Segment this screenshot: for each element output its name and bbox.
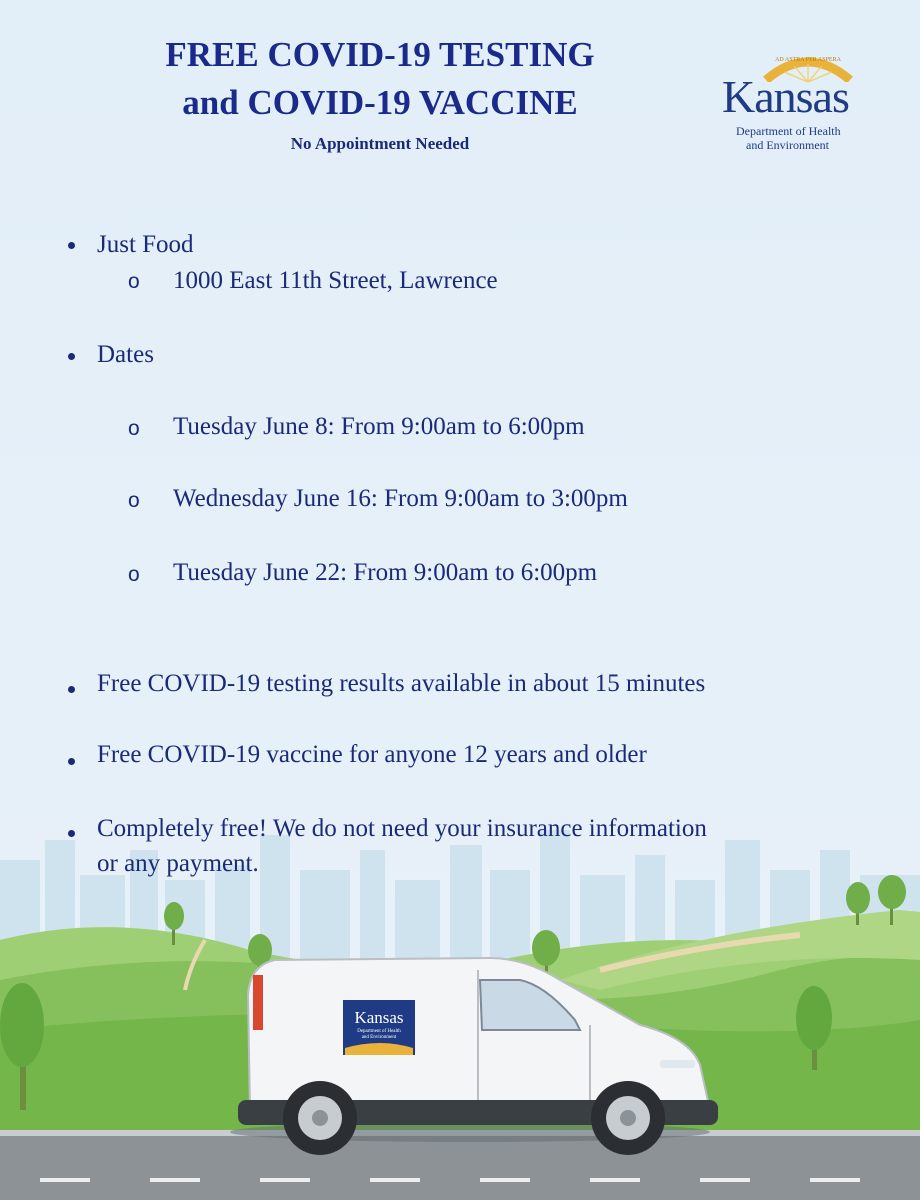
bullet-icon bbox=[68, 242, 75, 249]
location-label: Just Food bbox=[97, 231, 194, 258]
free-note-line-2: or any payment. bbox=[97, 850, 259, 877]
info-testing: Free COVID-19 testing results available in about 15 minutes bbox=[97, 670, 706, 697]
date-item: Wednesday June 16: From 9:00am to 3:00pm bbox=[173, 485, 628, 512]
kdhe-logo bbox=[718, 52, 863, 152]
logo-motto: AD ASTRA PER ASPERA bbox=[775, 57, 841, 63]
logo-name: Kansas bbox=[722, 71, 849, 122]
bullet-icon bbox=[68, 758, 75, 765]
ring-bullet-icon: o bbox=[128, 417, 140, 440]
bullet-icon bbox=[68, 353, 75, 360]
title-line-2: and COVID-19 VACCINE bbox=[182, 83, 578, 122]
ring-bullet-icon: o bbox=[128, 489, 140, 512]
bullet-icon bbox=[68, 686, 75, 693]
dates-label: Dates bbox=[97, 341, 154, 368]
subtitle: No Appointment Needed bbox=[290, 134, 470, 153]
date-item: Tuesday June 22: From 9:00am to 6:00pm bbox=[173, 559, 598, 586]
date-item: Tuesday June 8: From 9:00am to 6:00pm bbox=[173, 413, 585, 440]
van-logo-sub-2: and Environment bbox=[361, 1035, 397, 1040]
title-line-1: FREE COVID-19 TESTING bbox=[165, 35, 595, 74]
van-logo-sub-1: Department of Health bbox=[357, 1029, 401, 1034]
ring-bullet-icon: o bbox=[128, 563, 140, 586]
bullet-icon bbox=[68, 830, 75, 837]
ring-bullet-icon: o bbox=[128, 270, 140, 293]
logo-sub-line-2: and Environment bbox=[746, 138, 829, 152]
info-vaccine: Free COVID-19 vaccine for anyone 12 years and older bbox=[97, 741, 647, 768]
free-note-line-1: Completely free! We do not need your insurance information bbox=[97, 815, 707, 842]
van-logo-name: Kansas bbox=[354, 1008, 404, 1027]
logo-sub-line-1: Department of Health bbox=[736, 124, 841, 138]
location-address: 1000 East 11th Street, Lawrence bbox=[173, 267, 498, 294]
